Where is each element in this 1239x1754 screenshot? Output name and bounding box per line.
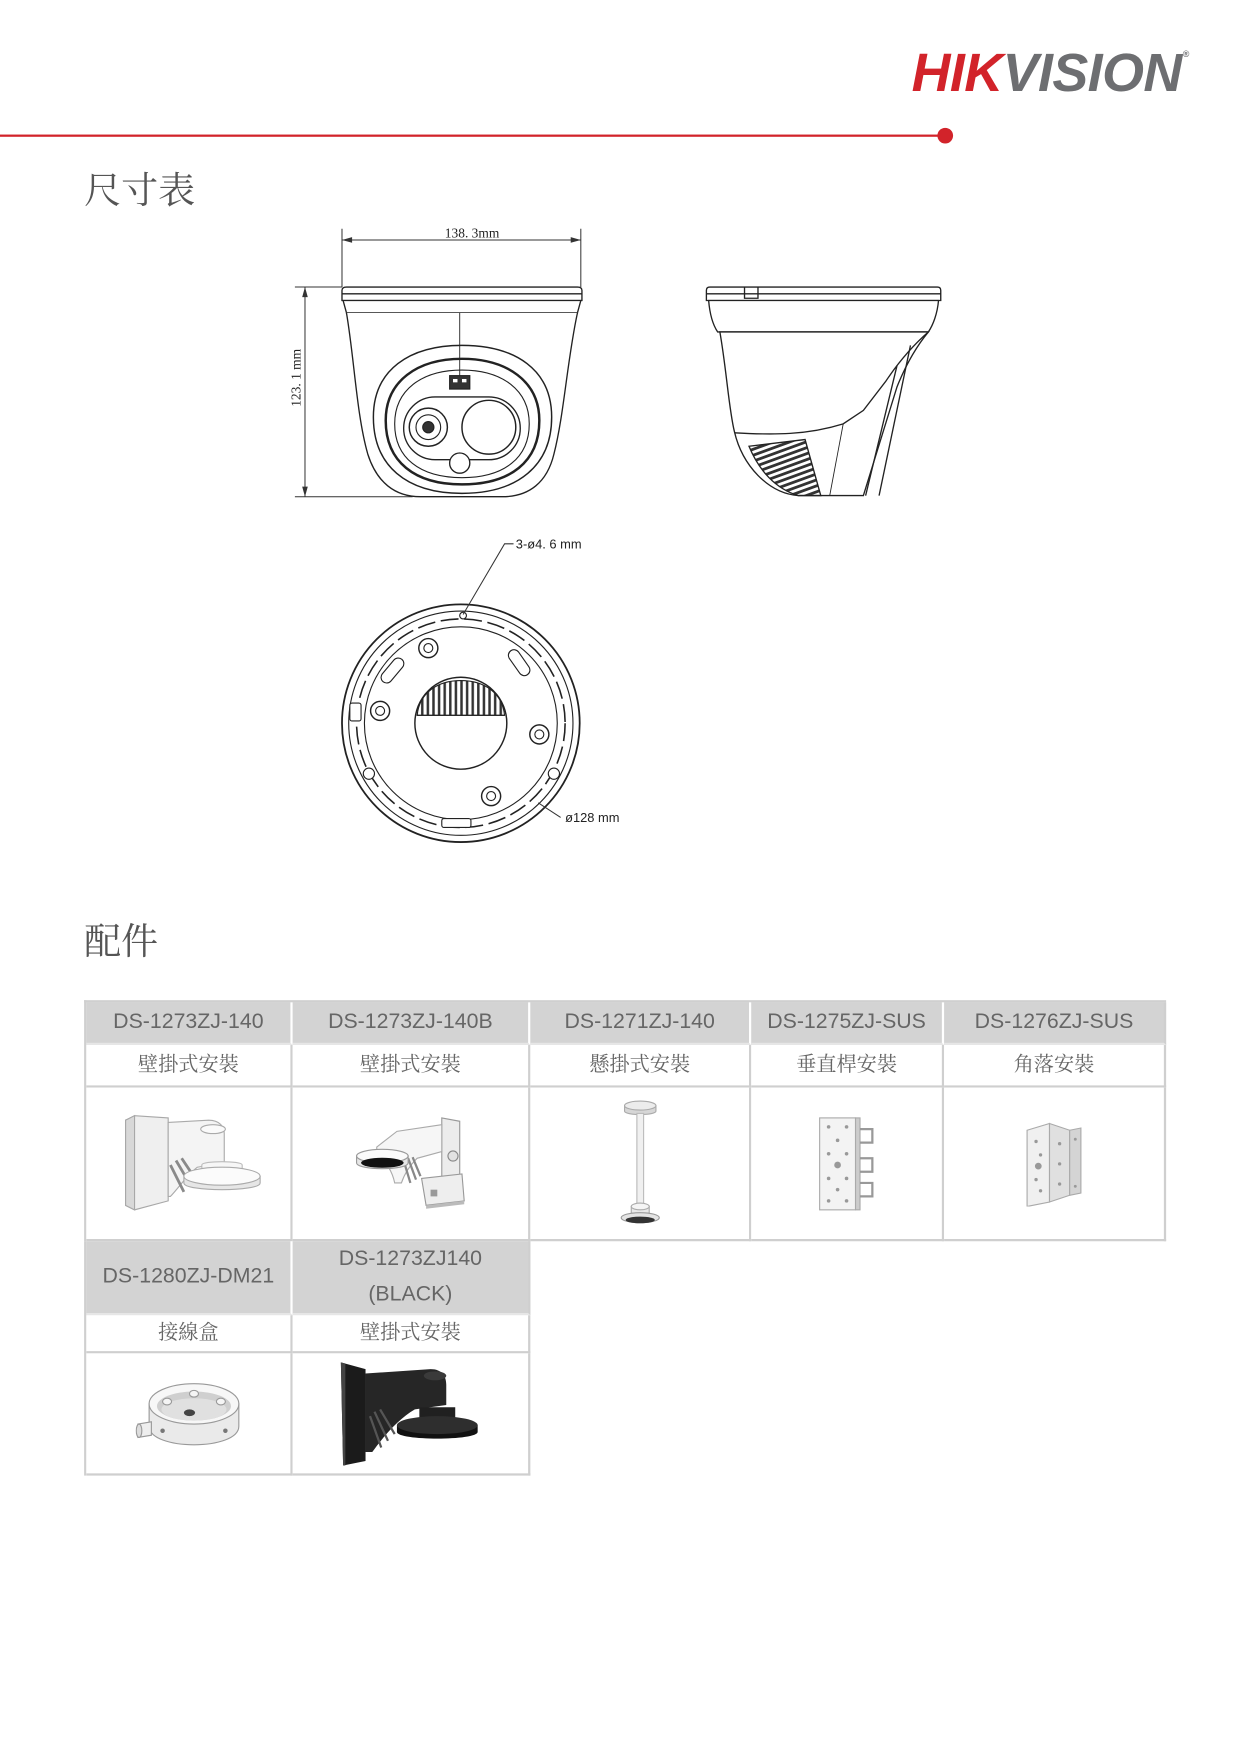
accessory-model-cell: DS-1271ZJ-140 — [530, 1002, 751, 1045]
accessory-image-cell — [751, 1088, 944, 1242]
camera-eyeball — [373, 345, 551, 493]
header-rule — [0, 134, 942, 137]
wall-mount-bracket-white-icon — [123, 1113, 263, 1214]
accessory-model-text — [339, 1241, 482, 1313]
accessory-model-cell: DS-1280ZJ-DM21 — [86, 1241, 292, 1315]
accessory-mount-type-cell: 壁掛式安裝 — [293, 1315, 531, 1353]
accessory-mount-type-cell: 接線盒 — [86, 1315, 292, 1353]
accessory-mount-type-cell: 壁掛式安裝 — [293, 1045, 531, 1088]
front-view-drawing — [280, 219, 594, 508]
bottom-view-drawing — [331, 527, 634, 852]
logo-vision-part: VISION — [1002, 43, 1182, 104]
accessory-model-line: DS-1273ZJ140 — [338, 1246, 483, 1271]
pendant-mount-pole-icon — [617, 1099, 662, 1228]
registered-mark: ® — [1182, 49, 1190, 60]
dome-side-body — [706, 287, 940, 496]
accessory-image-cell — [944, 1088, 1166, 1242]
accessory-model-cell: DS-1275ZJ-SUS — [751, 1002, 944, 1045]
accessory-model-suffix: (BLACK) — [368, 1282, 453, 1307]
mounting-holes-label: 3-ø4. 6 mm — [515, 536, 582, 552]
base-diameter-label: ø128 mm — [565, 809, 620, 825]
thermal-lens-icon — [462, 400, 516, 454]
accessories-table — [84, 1000, 1166, 1241]
dimensions-title: 尺寸表 — [84, 168, 196, 212]
junction-box-icon — [135, 1374, 242, 1452]
accessory-model-cell — [293, 1241, 531, 1315]
logo-hik-part: HIK — [911, 43, 1003, 104]
ir-led-icon — [450, 453, 470, 473]
accessory-mount-type-cell: 懸掛式安裝 — [530, 1045, 751, 1088]
corner-mount-icon — [1025, 1121, 1083, 1206]
vertical-pole-mount-icon — [817, 1115, 875, 1211]
accessory-image-cell — [86, 1353, 292, 1475]
accessory-mount-type-cell: 壁掛式安裝 — [86, 1045, 292, 1088]
accessory-mount-type-cell: 垂直桿安裝 — [751, 1045, 944, 1088]
accessory-model-cell: DS-1273ZJ-140B — [293, 1002, 531, 1045]
height-dimension-label: 123. 1 mm — [288, 348, 304, 407]
accessory-image-cell — [293, 1088, 531, 1242]
accessory-mount-type-cell: 角落安裝 — [944, 1045, 1166, 1088]
accessory-image-cell — [86, 1088, 292, 1242]
cable-opening — [415, 677, 507, 769]
width-dimension-label: 138. 3mm — [444, 225, 500, 241]
accessory-model-cell: DS-1273ZJ-140 — [86, 1002, 292, 1045]
wall-mount-bracket-black-icon — [339, 1360, 483, 1467]
ir-sensor-icon — [450, 376, 470, 389]
wall-mount-bracket-with-junction-box-icon — [352, 1116, 470, 1211]
accessories-title: 配件 — [84, 919, 159, 964]
accessories-table-continued — [84, 1241, 530, 1475]
accessory-model-cell: DS-1276ZJ-SUS — [944, 1002, 1166, 1045]
accessory-image-cell — [530, 1088, 751, 1242]
side-view-drawing — [697, 278, 949, 502]
accessory-image-cell — [293, 1353, 531, 1475]
header-rule-dot — [937, 128, 953, 144]
hikvision-logo — [911, 43, 1190, 115]
